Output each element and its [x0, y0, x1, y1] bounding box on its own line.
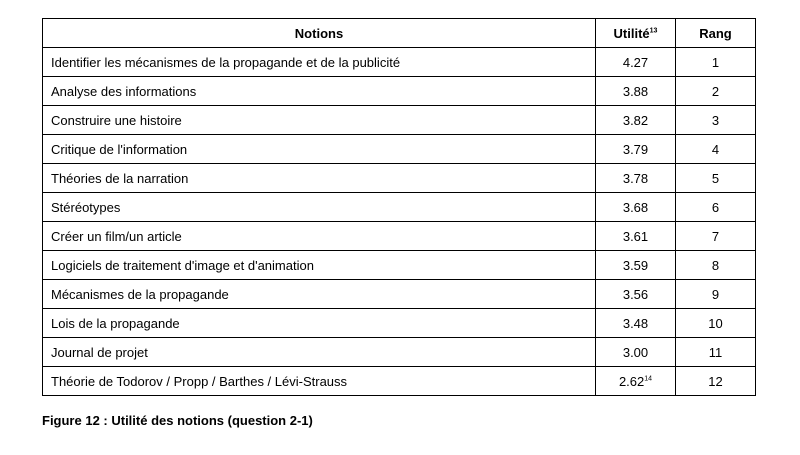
table-header-row: [43, 19, 756, 48]
cell-utilite: [596, 222, 676, 251]
cell-notion: Lois de la propagande: [43, 309, 596, 338]
figure-caption: Figure 12 : Utilité des notions (question 2-1): [42, 413, 313, 428]
header-notions-label: Notions: [294, 25, 344, 41]
cell-utilite: [596, 251, 676, 280]
cell-utilite-value: 3.88: [622, 83, 649, 99]
cell-utilite-value: 3.79: [622, 141, 649, 157]
cell-notion: Journal de projet: [43, 338, 596, 367]
table-row: [43, 77, 756, 106]
cell-utilite: [596, 280, 676, 309]
cell-notion: Analyse des informations: [43, 77, 596, 106]
cell-utilite-value: 3.61: [622, 228, 649, 244]
cell-utilite: [596, 164, 676, 193]
header-utilite: [596, 19, 676, 48]
cell-rang: 7: [676, 222, 756, 251]
cell-rang: 9: [676, 280, 756, 309]
cell-notion: Théories de la narration: [43, 164, 596, 193]
cell-utilite: [596, 193, 676, 222]
table-row: [43, 106, 756, 135]
header-rang-label: Rang: [699, 25, 732, 41]
cell-utilite: [596, 309, 676, 338]
table-row: [43, 164, 756, 193]
cell-notion: Stéréotypes: [43, 193, 596, 222]
table-row: [43, 280, 756, 309]
header-notions: [43, 19, 596, 48]
cell-notion: Critique de l'information: [43, 135, 596, 164]
cell-notion: Théorie de Todorov / Propp / Barthes / Lévi-Strauss: [43, 367, 596, 396]
cell-rang: 5: [676, 164, 756, 193]
cell-utilite-value: 3.82: [622, 112, 649, 128]
cell-utilite: [596, 106, 676, 135]
cell-utilite: [596, 367, 676, 396]
cell-notion: Construire une histoire: [43, 106, 596, 135]
cell-notion: Identifier les mécanismes de la propagande et de la publicité: [43, 48, 596, 77]
cell-utilite-value: 3.78: [622, 170, 649, 186]
cell-rang: 10: [676, 309, 756, 338]
cell-utilite-value: 3.00: [622, 344, 649, 360]
cell-utilite-value: 3.59: [622, 257, 649, 273]
table-row: [43, 338, 756, 367]
footnote-marker: 14: [644, 375, 653, 383]
notions-table-container: [42, 18, 756, 396]
cell-rang: 4: [676, 135, 756, 164]
table-body: [43, 48, 756, 396]
cell-utilite: [596, 135, 676, 164]
cell-notion: Logiciels de traitement d'image et d'animation: [43, 251, 596, 280]
cell-rang: 12: [676, 367, 756, 396]
cell-utilite-value: 2.62: [618, 373, 645, 389]
header-utilite-label: Utilité: [613, 25, 650, 41]
table-row: [43, 222, 756, 251]
cell-utilite-value: 3.68: [622, 199, 649, 215]
cell-utilite-value: 3.48: [622, 315, 649, 331]
cell-rang: 8: [676, 251, 756, 280]
cell-rang: 1: [676, 48, 756, 77]
cell-utilite-value: 4.27: [622, 54, 649, 70]
footnote-marker: 13: [649, 27, 658, 35]
header-rang: [676, 19, 756, 48]
table-row: [43, 309, 756, 338]
cell-utilite: [596, 77, 676, 106]
cell-notion: Mécanismes de la propagande: [43, 280, 596, 309]
cell-notion: Créer un film/un article: [43, 222, 596, 251]
cell-rang: 2: [676, 77, 756, 106]
cell-rang: 6: [676, 193, 756, 222]
table-row: [43, 193, 756, 222]
cell-rang: 3: [676, 106, 756, 135]
table-row: [43, 135, 756, 164]
cell-utilite: [596, 48, 676, 77]
cell-utilite: [596, 338, 676, 367]
cell-utilite-value: 3.56: [622, 286, 649, 302]
cell-rang: 11: [676, 338, 756, 367]
table-row: [43, 48, 756, 77]
table-row: [43, 251, 756, 280]
notions-table: [42, 18, 756, 396]
table-row: [43, 367, 756, 396]
